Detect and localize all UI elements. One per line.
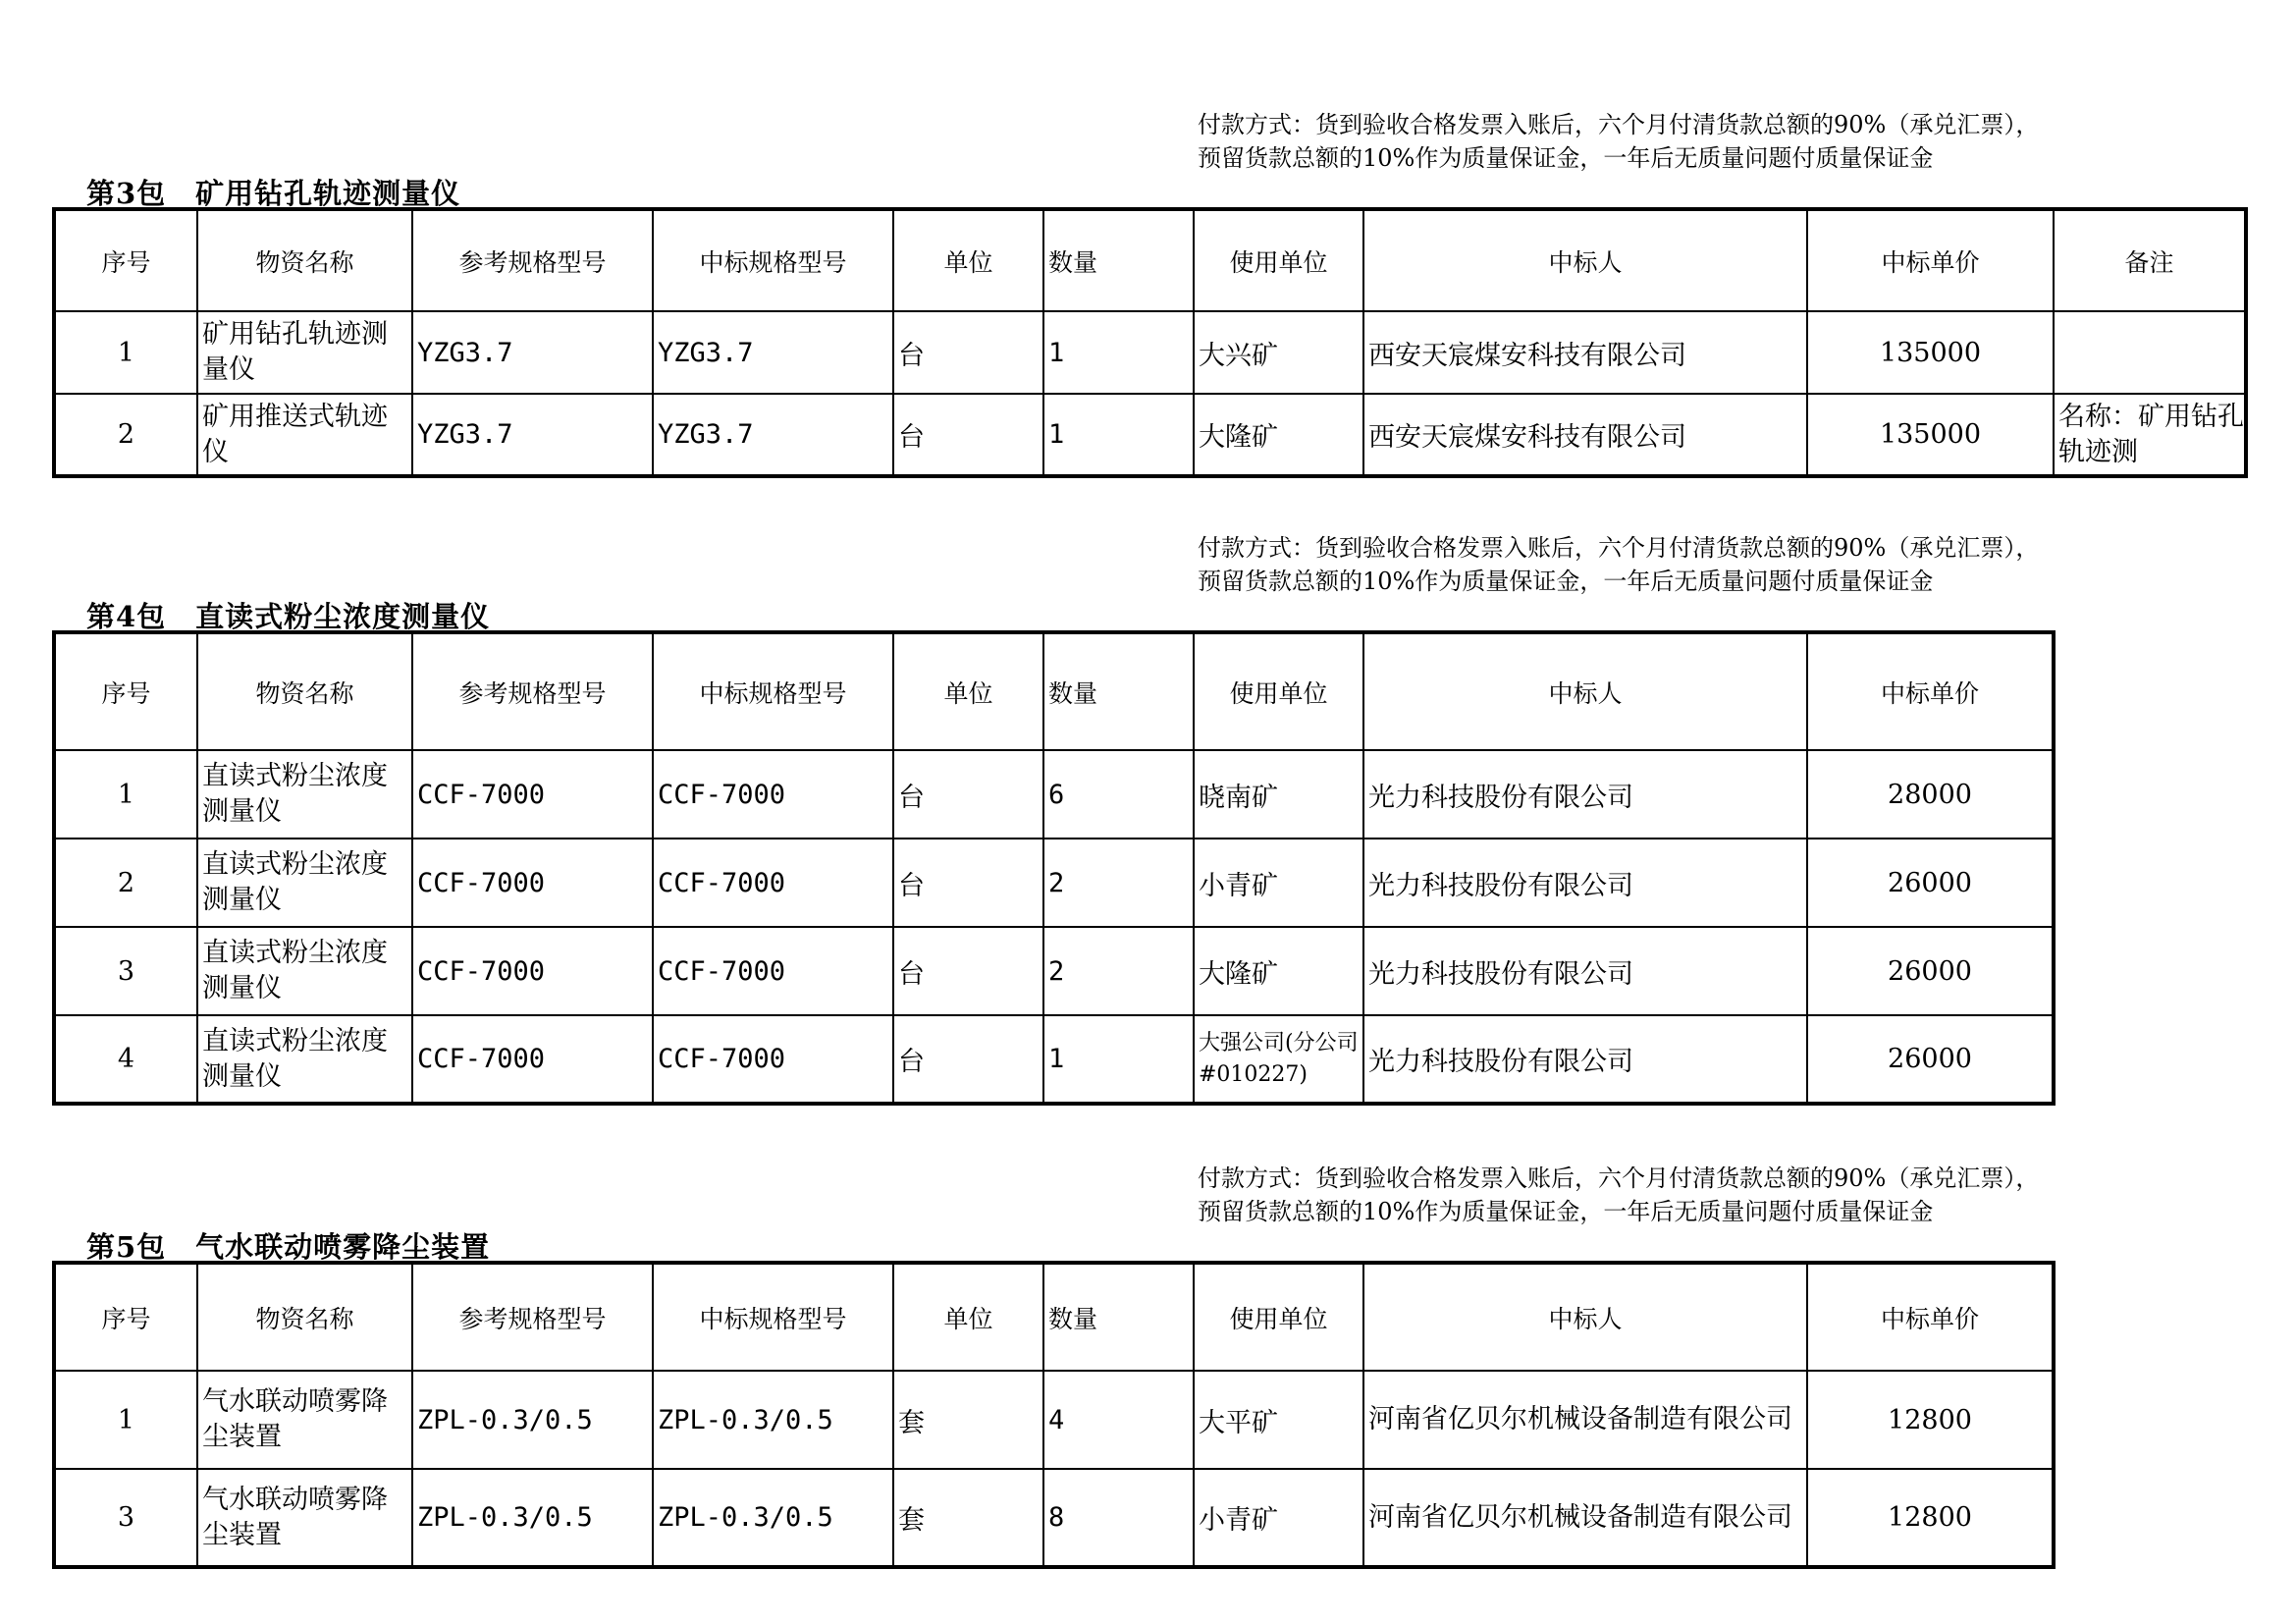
header-cell: 使用单位: [1194, 632, 1363, 750]
bid-model: CCF-7000: [653, 839, 893, 927]
row-number: 1: [54, 311, 197, 394]
header-cell: 序号: [54, 632, 197, 750]
unit: 台: [893, 311, 1043, 394]
row-number: 3: [54, 1469, 197, 1567]
ref-model: CCF-7000: [412, 750, 653, 839]
ref-model: CCF-7000: [412, 927, 653, 1015]
table-row: [54, 1469, 2054, 1567]
ref-model: CCF-7000: [412, 839, 653, 927]
package-title: 第4包 直读式粉尘浓度测量仪: [86, 600, 491, 633]
bid-model: CCF-7000: [653, 750, 893, 839]
winning-bidder: 西安天宸煤安科技有限公司: [1363, 394, 1807, 476]
bid-model: CCF-7000: [653, 927, 893, 1015]
user-unit: 小青矿: [1194, 839, 1363, 927]
unit-price: 26000: [1807, 1015, 2054, 1104]
package-table: [52, 630, 2056, 1106]
header-cell: 中标人: [1363, 632, 1807, 750]
unit-price: 12800: [1807, 1371, 2054, 1469]
item-name: 直读式粉尘浓度测量仪: [197, 1015, 412, 1104]
bid-model: ZPL-0.3/0.5: [653, 1371, 893, 1469]
table-header-row: [54, 1263, 2054, 1371]
header-cell: 物资名称: [197, 209, 412, 311]
header-cell: 单位: [893, 632, 1043, 750]
user-unit: 大兴矿: [1194, 311, 1363, 394]
payment-terms: 付款方式：货到验收合格发票入账后，六个月付清货款总额的90%（承兑汇票），预留货款总额的10%作为质量保证金，一年后无质量问题付质量保证金: [1198, 1164, 2040, 1225]
item-name: 直读式粉尘浓度测量仪: [197, 927, 412, 1015]
unit: 台: [893, 394, 1043, 476]
ref-model: ZPL-0.3/0.5: [412, 1469, 653, 1567]
quantity: 8: [1043, 1469, 1194, 1567]
unit: 台: [893, 839, 1043, 927]
remark: 名称：矿用钻孔轨迹测: [2054, 394, 2246, 476]
unit-price: 135000: [1807, 311, 2054, 394]
table-row: [54, 1371, 2054, 1469]
header-cell: 参考规格型号: [412, 632, 653, 750]
quantity: 1: [1043, 311, 1194, 394]
item-name: 矿用推送式轨迹仪: [197, 394, 412, 476]
unit-price: 135000: [1807, 394, 2054, 476]
package-table: [52, 207, 2248, 478]
item-name: 矿用钻孔轨迹测量仪: [197, 311, 412, 394]
row-number: 2: [54, 839, 197, 927]
payment-terms: 付款方式：货到验收合格发票入账后，六个月付清货款总额的90%（承兑汇票），预留货款总额的10%作为质量保证金，一年后无质量问题付质量保证金: [1198, 534, 2040, 595]
user-unit: 大隆矿: [1194, 394, 1363, 476]
header-cell: 备注: [2054, 209, 2246, 311]
ref-model: YZG3.7: [412, 394, 653, 476]
header-cell: 使用单位: [1194, 1263, 1363, 1371]
unit: 套: [893, 1469, 1043, 1567]
row-number: 3: [54, 927, 197, 1015]
quantity: 6: [1043, 750, 1194, 839]
header-cell: 单位: [893, 1263, 1043, 1371]
quantity: 2: [1043, 927, 1194, 1015]
user-unit: 大隆矿: [1194, 927, 1363, 1015]
unit-price: 26000: [1807, 839, 2054, 927]
winning-bidder: 河南省亿贝尔机械设备制造有限公司: [1363, 1371, 1807, 1469]
header-cell: 参考规格型号: [412, 209, 653, 311]
user-unit: 大强公司(分公司#010227): [1194, 1015, 1363, 1104]
winning-bidder: 光力科技股份有限公司: [1363, 927, 1807, 1015]
user-unit: 小青矿: [1194, 1469, 1363, 1567]
header-cell: 中标规格型号: [653, 1263, 893, 1371]
table-row: [54, 394, 2246, 476]
header-cell: 数量: [1043, 209, 1194, 311]
table-header-row: [54, 632, 2054, 750]
ref-model: YZG3.7: [412, 311, 653, 394]
winning-bidder: 西安天宸煤安科技有限公司: [1363, 311, 1807, 394]
quantity: 1: [1043, 1015, 1194, 1104]
ref-model: ZPL-0.3/0.5: [412, 1371, 653, 1469]
header-cell: 使用单位: [1194, 209, 1363, 311]
user-unit: 晓南矿: [1194, 750, 1363, 839]
header-cell: 中标单价: [1807, 209, 2054, 311]
winning-bidder: 光力科技股份有限公司: [1363, 750, 1807, 839]
table-row: [54, 750, 2054, 839]
header-cell: 序号: [54, 1263, 197, 1371]
unit-price: 28000: [1807, 750, 2054, 839]
item-name: 气水联动喷雾降尘装置: [197, 1469, 412, 1567]
unit-price: 12800: [1807, 1469, 2054, 1567]
header-cell: 中标规格型号: [653, 209, 893, 311]
table-row: [54, 839, 2054, 927]
header-cell: 数量: [1043, 1263, 1194, 1371]
item-name: 直读式粉尘浓度测量仪: [197, 750, 412, 839]
row-number: 2: [54, 394, 197, 476]
payment-terms: 付款方式：货到验收合格发票入账后，六个月付清货款总额的90%（承兑汇票），预留货款总额的10%作为质量保证金，一年后无质量问题付质量保证金: [1198, 111, 2040, 172]
ref-model: CCF-7000: [412, 1015, 653, 1104]
header-cell: 中标规格型号: [653, 632, 893, 750]
bid-model: YZG3.7: [653, 394, 893, 476]
unit: 套: [893, 1371, 1043, 1469]
user-unit: 大平矿: [1194, 1371, 1363, 1469]
bid-model: ZPL-0.3/0.5: [653, 1469, 893, 1567]
header-cell: 中标单价: [1807, 632, 2054, 750]
table-row: [54, 311, 2246, 394]
package-title: 第5包 气水联动喷雾降尘装置: [86, 1230, 491, 1264]
header-cell: 中标人: [1363, 209, 1807, 311]
row-number: 1: [54, 1371, 197, 1469]
header-cell: 单位: [893, 209, 1043, 311]
header-cell: 序号: [54, 209, 197, 311]
header-cell: 中标单价: [1807, 1263, 2054, 1371]
table-row: [54, 1015, 2054, 1104]
quantity: 4: [1043, 1371, 1194, 1469]
quantity: 2: [1043, 839, 1194, 927]
row-number: 1: [54, 750, 197, 839]
unit: 台: [893, 927, 1043, 1015]
header-cell: 物资名称: [197, 632, 412, 750]
header-cell: 参考规格型号: [412, 1263, 653, 1371]
winning-bidder: 光力科技股份有限公司: [1363, 1015, 1807, 1104]
package-table: [52, 1261, 2056, 1569]
winning-bidder: 光力科技股份有限公司: [1363, 839, 1807, 927]
bid-model: YZG3.7: [653, 311, 893, 394]
unit: 台: [893, 750, 1043, 839]
item-name: 气水联动喷雾降尘装置: [197, 1371, 412, 1469]
header-cell: 数量: [1043, 632, 1194, 750]
bid-model: CCF-7000: [653, 1015, 893, 1104]
table-row: [54, 927, 2054, 1015]
header-cell: 物资名称: [197, 1263, 412, 1371]
unit: 台: [893, 1015, 1043, 1104]
quantity: 1: [1043, 394, 1194, 476]
unit-price: 26000: [1807, 927, 2054, 1015]
table-header-row: [54, 209, 2246, 311]
remark: [2054, 311, 2246, 394]
winning-bidder: 河南省亿贝尔机械设备制造有限公司: [1363, 1469, 1807, 1567]
header-cell: 中标人: [1363, 1263, 1807, 1371]
row-number: 4: [54, 1015, 197, 1104]
item-name: 直读式粉尘浓度测量仪: [197, 839, 412, 927]
package-title: 第3包 矿用钻孔轨迹测量仪: [86, 177, 461, 210]
